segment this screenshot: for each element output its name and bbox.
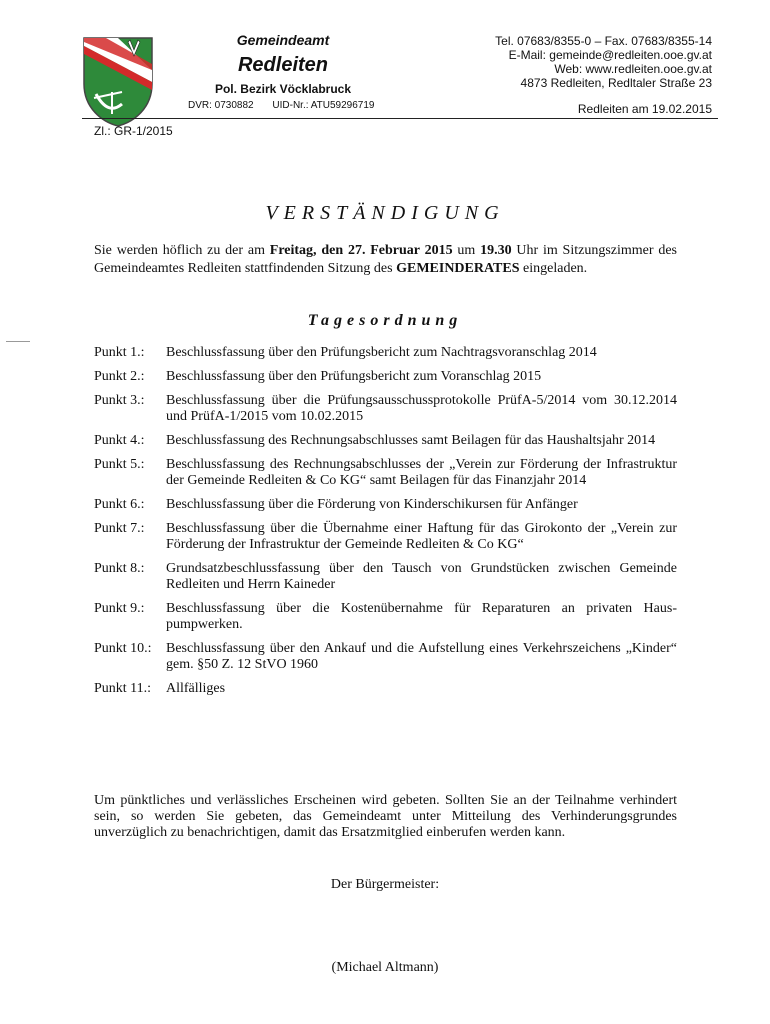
website: Web: www.redleiten.ooe.gv.at (554, 62, 712, 76)
agenda-item-text: Beschlussfassung über die Übernahme einer Haftung für das Girokonto der „Verein zur Förderung der Infrastruktur der Gemeinde Redleiten & Co KG“ (166, 521, 677, 552)
agenda-item (94, 457, 677, 489)
registry-ids (188, 100, 374, 111)
place-date: Redleiten am 19.02.2015 (577, 102, 712, 116)
uid-number: UID-Nr.: ATU59296719 (272, 100, 375, 111)
agenda-item-text: Beschlussfassung über den Ankauf und die Aufstellung eines Verkehrszeichens „Kinder“ gem. §50 Z. 12 StVO 1960 (166, 641, 677, 672)
agenda-item (94, 561, 677, 593)
agenda-item (94, 369, 677, 385)
margin-mark (6, 341, 30, 342)
meeting-time: 19.30 (480, 243, 512, 258)
agenda-item-number: Punkt 5.: (94, 457, 145, 472)
agenda-item-number: Punkt 9.: (94, 601, 145, 616)
dvr-number: DVR: 0730882 (188, 100, 254, 111)
intro-part-4: eingeladen. (519, 261, 588, 276)
contact-block (495, 34, 712, 90)
header-divider (82, 118, 718, 119)
agenda-item-text: Beschlussfassung über die Kostenübernahme für Reparaturen an privaten Hauspumpwerken. (166, 601, 677, 632)
intro-part-1: Sie werden höflich zu der am (94, 243, 270, 258)
agenda-item-number: Punkt 2.: (94, 369, 145, 384)
document-title: VERSTÄNDIGUNG (265, 202, 505, 224)
agenda-item (94, 433, 677, 449)
meeting-date: Freitag, den 27. Februar 2015 (269, 243, 453, 258)
agenda-item (94, 641, 677, 673)
agenda-item (94, 601, 677, 633)
agenda-item-number: Punkt 7.: (94, 521, 145, 536)
reference-number: Zl.: GR-1/2015 (94, 124, 173, 138)
district-name: Pol. Bezirk Vöcklabruck (214, 82, 352, 96)
intro-part-3: Uhr im Sitzungszimmer des Gemeindeamtes Redleiten stattfindenden Sitzung des (94, 243, 677, 276)
town-name: Redleiten (237, 54, 329, 76)
invitation-text (94, 242, 677, 278)
agenda-item (94, 681, 677, 697)
agenda-item-text: Beschlussfassung über den Prüfungsbericht zum Nachtragsvoranschlag 2014 (166, 345, 597, 360)
agenda-item-number: Punkt 8.: (94, 561, 145, 576)
agenda-item-text: Beschlussfassung über die Prüfungsausschussprotokolle PrüfA-5/2014 vom 30.12.2014 und PrüfA-1/2015 vom 10.02.2015 (166, 393, 677, 424)
intro-part-2: um (452, 243, 481, 258)
council-name: GEMEINDERATES (396, 261, 520, 276)
agenda-item (94, 345, 677, 361)
agenda-item-text: Beschlussfassung über den Prüfungsbericht zum Voranschlag 2015 (166, 369, 542, 384)
agenda-item-number: Punkt 6.: (94, 497, 145, 512)
agenda-item-number: Punkt 4.: (94, 433, 145, 448)
office-name: Gemeindeamt (236, 32, 330, 48)
agenda-item-number: Punkt 11.: (94, 681, 152, 696)
agenda-title: Tagesordnung (307, 312, 463, 329)
agenda-list (94, 345, 677, 705)
agenda-item-number: Punkt 10.: (94, 641, 152, 656)
agenda-item-text: Beschlussfassung des Rechnungsabschlusses der „Verein zur Förderung der Infrastruktur der Gemeinde Redleiten & Co KG“ samt Beilagen für das Finanzjahr 2014 (166, 457, 677, 488)
signatory-role: Der Bürgermeister: (330, 877, 440, 892)
agenda-item-text: Grundsatzbeschlussfassung über den Tausch von Grundstücken zwischen Gemeinde Redleiten und Herrn Kaineder (166, 561, 677, 592)
signatory-name: (Michael Altmann) (331, 960, 439, 975)
email-address: E-Mail: gemeinde@redleiten.ooe.gv.at (508, 48, 712, 62)
postal-address: 4873 Redleiten, Redltaler Straße 23 (520, 76, 712, 90)
agenda-item (94, 521, 677, 553)
agenda-item-number: Punkt 3.: (94, 393, 145, 408)
agenda-item-text: Beschlussfassung über die Förderung von Kinderschikursen für Anfänger (166, 497, 578, 512)
agenda-item (94, 393, 677, 425)
agenda-item-number: Punkt 1.: (94, 345, 145, 360)
agenda-item-text: Allfälliges (166, 681, 226, 696)
agenda-item-text: Beschlussfassung des Rechnungsabschlusses samt Beilagen für das Haushaltsjahr 2014 (166, 433, 656, 448)
agenda-item (94, 497, 677, 513)
phone-fax: Tel. 07683/8355-0 – Fax. 07683/8355-14 (495, 34, 712, 48)
coat-of-arms-icon (82, 36, 154, 128)
closing-paragraph: Um pünktliches und verlässliches Erscheinen wird gebeten. Sollten Sie an der Teilnahme verhindert sein, so werden Sie gebeten, das Gemeindeamt unter Mitteilung des Verhinderungsgrundes unverzüglich zu benachrichtigen, damit das Ersatzmitglied einberufen werden kann. (94, 793, 677, 840)
